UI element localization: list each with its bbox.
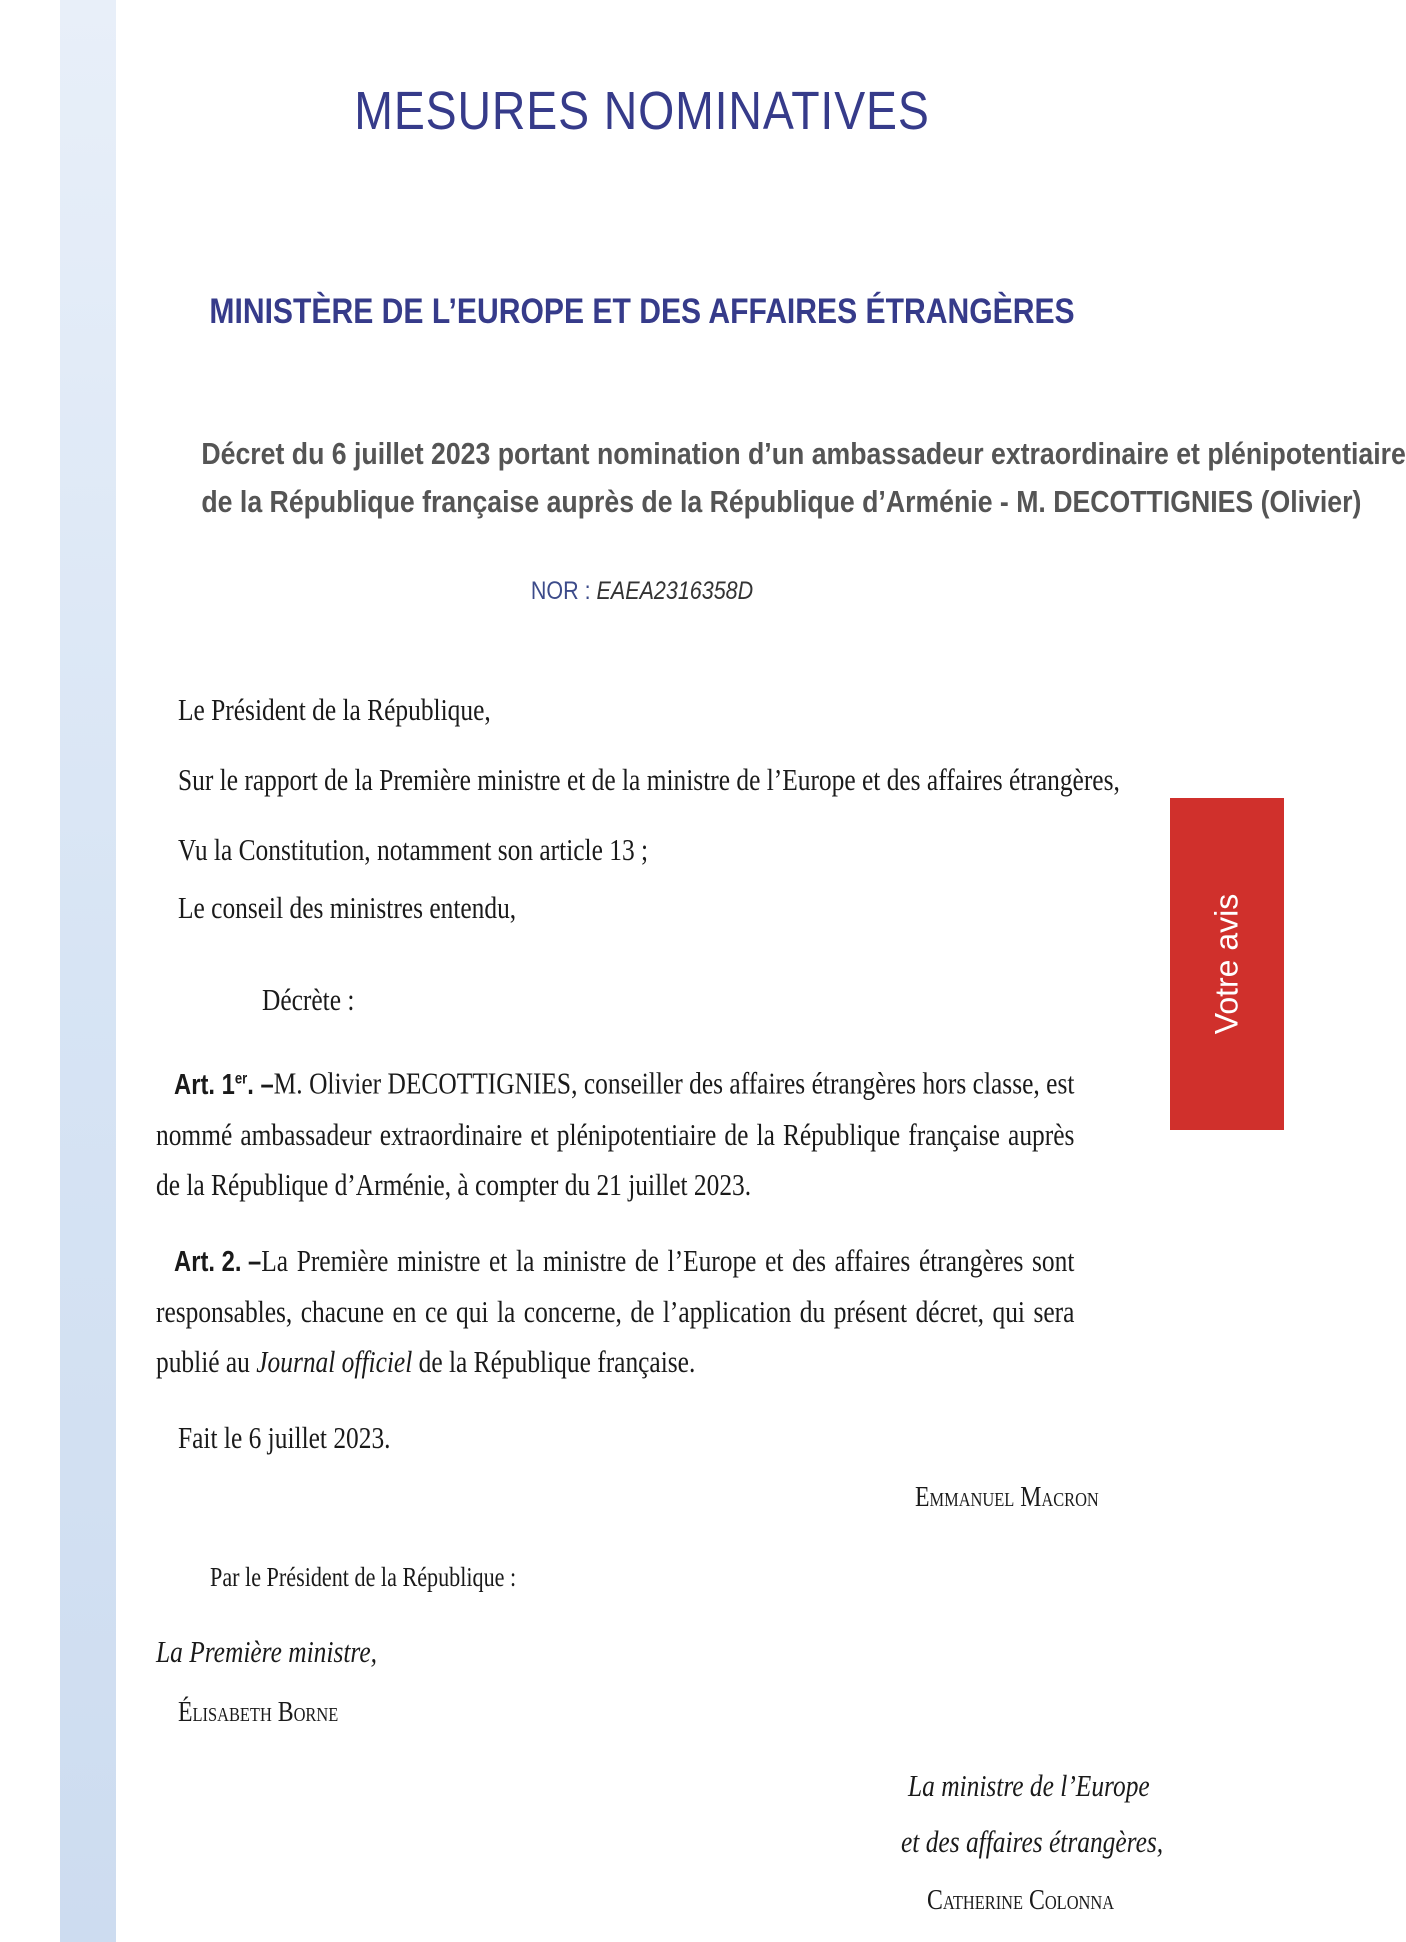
article-2-label: Art. 2. –	[174, 1246, 262, 1278]
nor-reference	[90, 577, 1194, 606]
feedback-tab[interactable]	[1170, 798, 1284, 1130]
ministre-europe-name: Catherine Colonna	[927, 1884, 1115, 1916]
premiere-ministre-title: La Première ministre,	[156, 1634, 377, 1669]
ministre-europe-title-2: et des affaires étrangères,	[901, 1824, 1164, 1859]
nor-code: EAEA2316358D	[596, 577, 754, 605]
article-2	[156, 1236, 1074, 1387]
preamble-constitution: Vu la Constitution, notamment son article 13 ;	[178, 832, 649, 867]
article-2-text-after: de la République française.	[412, 1344, 696, 1379]
ministre-europe-title-1: La ministre de l’Europe	[908, 1768, 1150, 1803]
preamble-president: Le Président de la République,	[178, 692, 491, 727]
decree-title	[130, 430, 1406, 526]
ministry-heading: MINISTÈRE DE L’EUROPE ET DES AFFAIRES ÉTRANGÈRES	[209, 292, 1075, 331]
article-1-label: Art. 1er. –	[174, 1068, 274, 1101]
par-le-president: Par le Président de la République :	[210, 1562, 517, 1592]
article-2-text-before: La Première ministre et la ministre de l’Europe et des affaires étrangères sont responsables, chacune en ce qui la concerne, de l’application du présent décret, qui sera publié au	[156, 1243, 1075, 1379]
section-title: MESURES NOMINATIVES	[354, 81, 930, 141]
nor-label: NOR :	[530, 577, 597, 605]
preamble-rapport: Sur le rapport de la Première ministre et de la ministre de l’Europe et des affaires étrangères,	[178, 762, 1120, 797]
premiere-ministre-name: Élisabeth Borne	[178, 1696, 339, 1728]
article-1-text: M. Olivier DECOTTIGNIES, conseiller des affaires étrangères hors classe, est nommé ambassadeur extraordinaire et plénipotentiaire de la République française auprès de la République d’Arménie, à compter du 21 juillet 2023.	[156, 1065, 1075, 1202]
fait-date: Fait le 6 juillet 2023.	[178, 1420, 391, 1455]
article-1	[156, 1054, 1074, 1210]
feedback-tab-label: Votre avis	[1208, 893, 1245, 1035]
decree-title-line-2: de la République française auprès de la République d’Arménie - M. DECOTTIGNIES (Olivier)	[201, 484, 1362, 519]
decree-title-line-1: Décret du 6 juillet 2023 portant nomination d’un ambassadeur extraordinaire et plénipotentiaire	[201, 436, 1406, 471]
journal-officiel: Journal officiel	[256, 1344, 413, 1379]
decrete-heading: Décrète :	[262, 982, 355, 1017]
preamble-conseil: Le conseil des ministres entendu,	[178, 890, 517, 925]
signatory-president: Emmanuel Macron	[915, 1481, 1099, 1513]
